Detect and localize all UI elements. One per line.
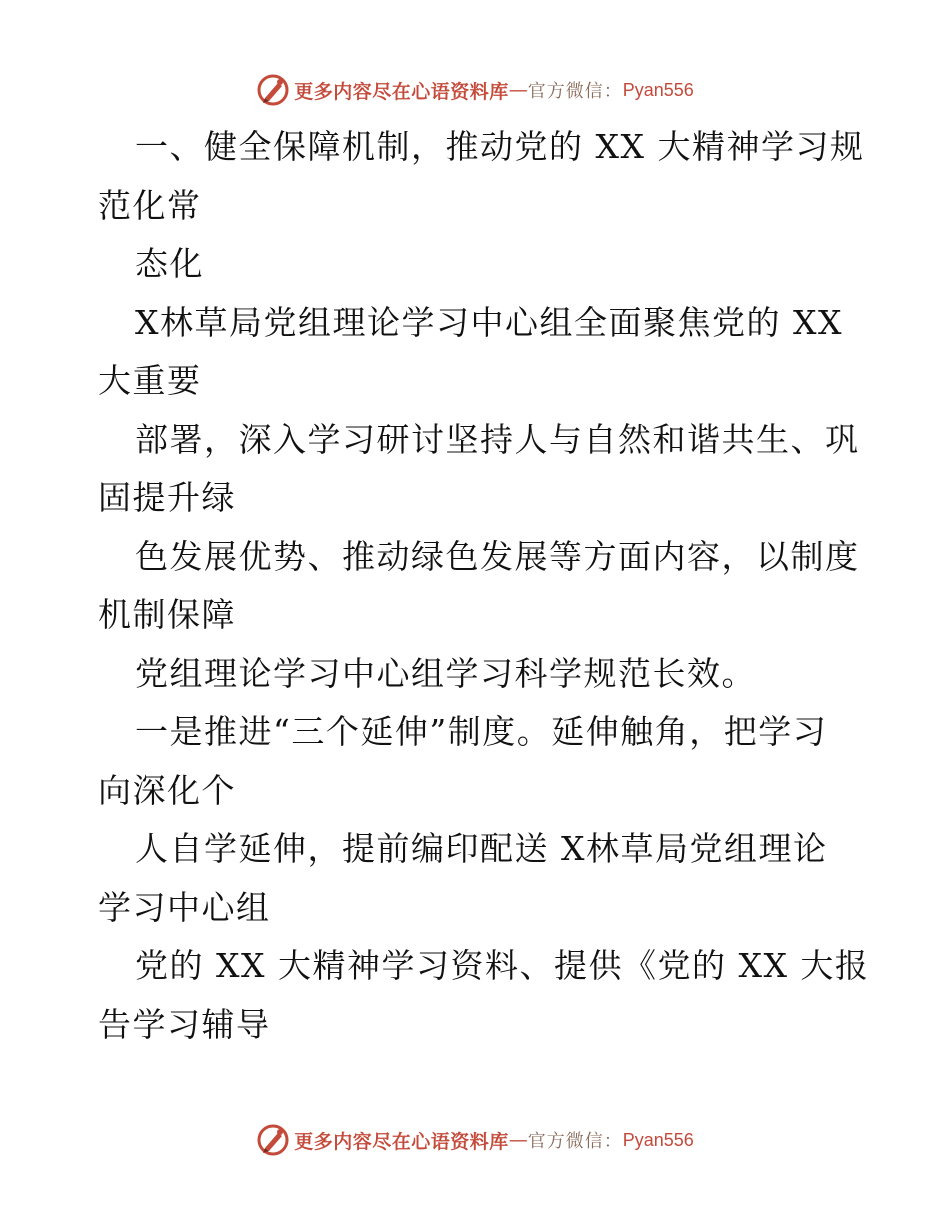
body-line: 党的 XX 大精神学习资料、提供《党的 XX 大报: [135, 946, 870, 985]
body-line: 党组理论学习中心组学习科学规范长效。: [135, 653, 756, 693]
header-brand-text: 更多内容尽在心语资料库: [294, 80, 509, 103]
footer-brand-text: 更多内容尽在心语资料库: [294, 1130, 509, 1153]
pen-logo-icon: [256, 73, 290, 107]
header-separator: —: [508, 79, 528, 101]
footer-wechat-label: 官方微信：: [527, 1131, 623, 1152]
header-wechat-id: Pyan556: [622, 79, 694, 100]
header-wechat-label: 官方微信：: [527, 81, 623, 102]
body-line: 一是推进“三个延伸”制度。延伸触角，把学习: [135, 712, 828, 751]
body-line: 色发展优势、推动绿色发展等方面内容，以制度: [135, 536, 860, 576]
footer-banner: [0, 1120, 950, 1160]
body-line: X林草局党组理论学习中心组全面聚焦党的 XX: [135, 302, 843, 342]
body-line: 人自学延伸，提前编印配送 X林草局党组理论: [135, 829, 828, 868]
pen-logo-icon: [256, 1123, 290, 1157]
body-line: 学习中心组: [98, 887, 271, 927]
footer-separator: —: [508, 1129, 528, 1151]
body-line: 向深化个: [98, 770, 236, 810]
header-banner: [0, 70, 950, 110]
body-line: 部署，深入学习研讨坚持人与自然和谐共生、巩: [135, 419, 860, 459]
document-body: [98, 118, 870, 1054]
body-line: 态化: [135, 244, 204, 283]
body-line: 机制保障: [98, 595, 236, 634]
body-line: 大重要: [98, 361, 202, 400]
body-line: 固提升绿: [98, 478, 236, 517]
body-line: 一、健全保障机制，推动党的 XX 大精神学习规: [135, 127, 865, 166]
body-line: 范化常: [98, 185, 202, 225]
body-line: 告学习辅导: [98, 1004, 271, 1044]
footer-wechat-id: Pyan556: [622, 1129, 694, 1150]
